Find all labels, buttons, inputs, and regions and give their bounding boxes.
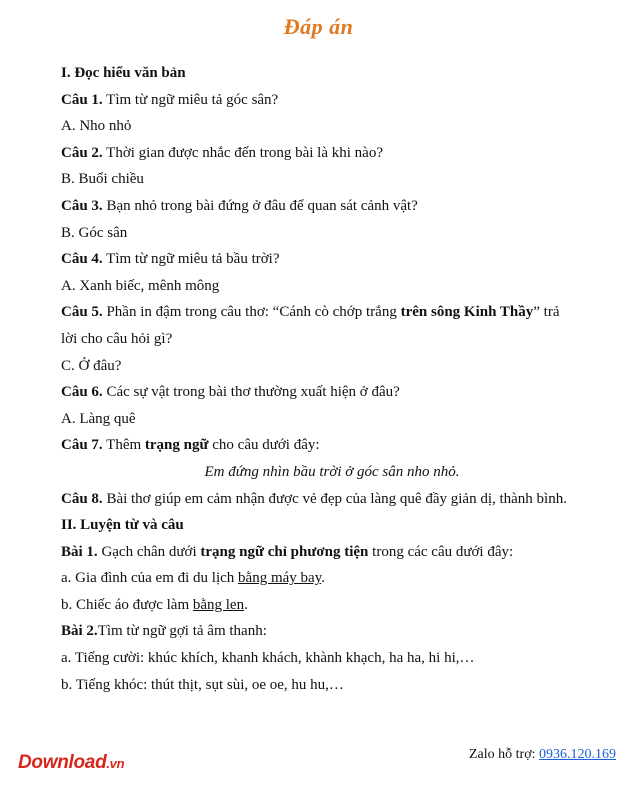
answer-6: A. Làng quê xyxy=(61,410,136,427)
question-7: Câu 7. Thêm trạng ngữ cho câu dưới đây: xyxy=(61,437,320,454)
exercise-2-a: a. Tiếng cười: khúc khích, khanh khách, khành khạch, ha ha, hi hi,… xyxy=(61,650,475,667)
exercise-2: Bài 2.Tìm từ ngữ gợi tả âm thanh: xyxy=(61,623,267,640)
question-5-continued: lời cho câu hỏi gì? xyxy=(61,330,173,347)
answer-3: B. Góc sân xyxy=(61,224,128,241)
zalo-phone-link[interactable]: 0936.120.169 xyxy=(539,747,616,762)
download-logo[interactable]: Download.vn xyxy=(18,752,125,773)
question-6: Câu 6. Các sự vật trong bài thơ thường xuất hiện ở đâu? xyxy=(61,384,400,401)
exercise-1-a: a. Gia đình của em đi du lịch bằng máy bay. xyxy=(61,570,325,587)
exercise-2-b: b. Tiếng khóc: thút thịt, sụt sùi, oe oe, hu hu,… xyxy=(61,676,344,693)
section-heading-reading: I. Đọc hiểu văn bản xyxy=(61,65,186,81)
answer-2: B. Buổi chiều xyxy=(61,171,144,188)
question-5: Câu 5. Phần in đậm trong câu thơ: “Cánh cò chớp trắng trên sông Kinh Thầy” trả xyxy=(61,304,560,321)
exercise-1-b: b. Chiếc áo được làm bằng len. xyxy=(61,596,248,613)
answer-1: A. Nho nhỏ xyxy=(61,118,132,135)
zalo-support: Zalo hỗ trợ: 0936.120.169 xyxy=(469,747,616,762)
question-3: Câu 3. Bạn nhỏ trong bài đứng ở đâu để quan sát cảnh vật? xyxy=(61,197,418,214)
exercise-1: Bài 1. Gạch chân dưới trạng ngữ chỉ phương tiện trong các câu dưới đây: xyxy=(61,543,514,560)
answer-4: A. Xanh biếc, mênh mông xyxy=(61,277,220,294)
section-heading-practice: II. Luyện từ và câu xyxy=(61,517,184,534)
page-title: Đáp án xyxy=(283,14,354,39)
question-4: Câu 4. Tìm từ ngữ miêu tả bầu trời? xyxy=(61,251,280,268)
question-2: Câu 2. Thời gian được nhắc đến trong bài là khi nào? xyxy=(61,144,383,161)
question-8: Câu 8. Bài thơ giúp em cảm nhận được vẻ đẹp của làng quê đầy giản dị, thành bình. xyxy=(61,490,567,507)
question-1: Câu 1. Tìm từ ngữ miêu tả góc sân? xyxy=(61,91,279,108)
answer-5: C. Ở đâu? xyxy=(61,357,122,374)
answer-7: Em đứng nhìn bầu trời ở góc sân nho nhỏ. xyxy=(204,463,460,480)
answer-content xyxy=(61,60,583,698)
